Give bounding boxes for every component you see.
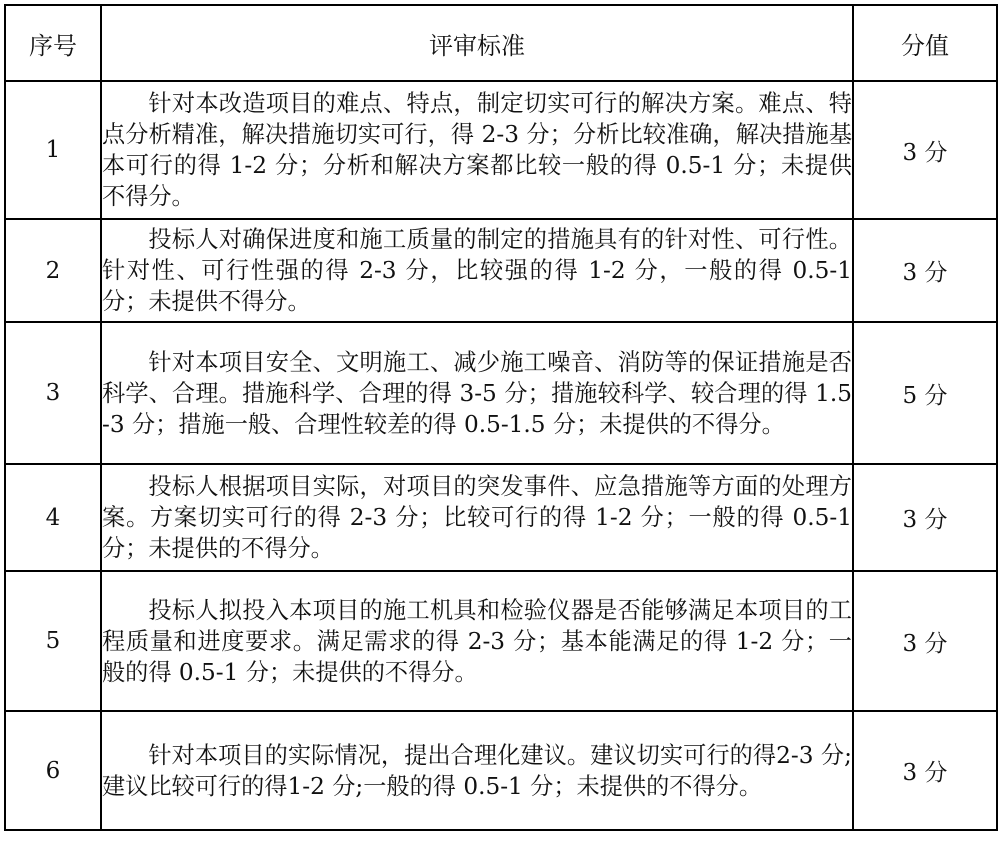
row-serial-number: 2 [5, 219, 101, 322]
table-row [5, 219, 997, 322]
row-score: 3 分 [853, 711, 997, 830]
row-serial-number: 6 [5, 711, 101, 830]
row-criteria: 投标人对确保进度和施工质量的制定的措施具有的针对性、可行性。针对性、可行性强的得 2-3 分，比较强的得 1-2 分，一般的得 0.5-1 分；未提供不得分。 [101, 219, 853, 322]
table-row [5, 322, 997, 464]
table-header-row [5, 5, 997, 81]
row-score: 3 分 [853, 464, 997, 571]
row-score: 3 分 [853, 219, 997, 322]
table-row [5, 711, 997, 830]
table-row [5, 571, 997, 711]
header-score: 分值 [853, 5, 997, 81]
row-serial-number: 4 [5, 464, 101, 571]
row-score: 3 分 [853, 571, 997, 711]
row-serial-number: 1 [5, 81, 101, 219]
row-criteria: 投标人根据项目实际，对项目的突发事件、应急措施等方面的处理方案。方案切实可行的得 2-3 分；比较可行的得 1-2 分；一般的得 0.5-1 分；未提供的不得分。 [101, 464, 853, 571]
header-serial-number: 序号 [5, 5, 101, 81]
table-row [5, 81, 997, 219]
row-serial-number: 3 [5, 322, 101, 464]
row-criteria: 针对本项目安全、文明施工、减少施工噪音、消防等的保证措施是否科学、合理。措施科学、合理的得 3-5 分；措施较科学、较合理的得 1.5-3 分；措施一般、合理性较差的得 0.5-1.5 分；未提供的不得分。 [101, 322, 853, 464]
table-row [5, 464, 997, 571]
row-criteria: 针对本改造项目的难点、特点，制定切实可行的解决方案。难点、特点分析精准，解决措施切实可行，得 2-3 分；分析比较准确，解决措施基本可行的得 1-2 分；分析和解决方案都比较一般的得 0.5-1 分；未提供不得分。 [101, 81, 853, 219]
row-serial-number: 5 [5, 571, 101, 711]
header-criteria: 评审标准 [101, 5, 853, 81]
row-score: 5 分 [853, 322, 997, 464]
row-score: 3 分 [853, 81, 997, 219]
row-criteria: 投标人拟投入本项目的施工机具和检验仪器是否能够满足本项目的工程质量和进度要求。满足需求的得 2-3 分；基本能满足的得 1-2 分；一般的得 0.5-1 分；未提供的不得分。 [101, 571, 853, 711]
scoring-table [4, 4, 998, 831]
row-criteria: 针对本项目的实际情况，提出合理化建议。建议切实可行的得2-3 分;建议比较可行的得1-2 分;一般的得 0.5-1 分；未提供的不得分。 [101, 711, 853, 830]
